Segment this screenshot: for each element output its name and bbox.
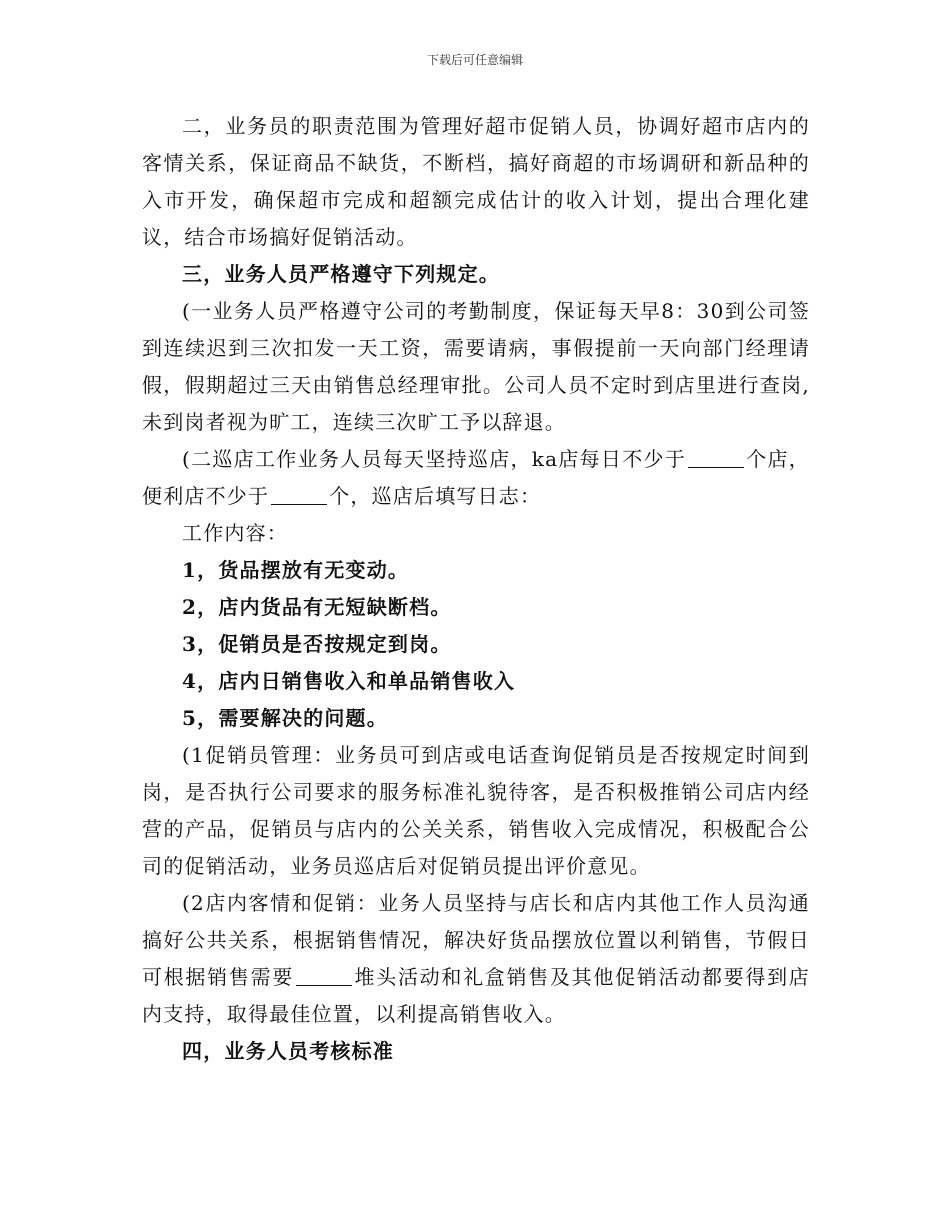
work-content-label: 工作内容：	[182, 521, 288, 545]
heading-assessment: 四，业务人员考核标准	[182, 1039, 394, 1063]
fill-blank-ka-store-count[interactable]	[688, 447, 744, 468]
store-relations-text-2: 堆头活动和礼盒销售及其他促销活动都要得到店内支持，取得最佳位置，以利提高销售收入。	[142, 965, 810, 1026]
store-patrol-text-3: 个，巡店后填写日志：	[329, 484, 542, 508]
list-item-2: 2，店内货品有无短缺断档。	[182, 595, 452, 619]
list-item-3: 3，促销员是否按规定到岗。	[182, 632, 452, 656]
fill-blank-convenience-store-count[interactable]	[271, 484, 327, 505]
document-body	[142, 108, 810, 1070]
store-patrol-text-2: 个店，便利店不少于	[142, 447, 810, 508]
paragraph-store-patrol	[142, 441, 810, 515]
list-item-4: 4，店内日销售收入和单品销售收入	[182, 669, 516, 693]
list-item-5: 5，需要解决的问题。	[182, 706, 388, 730]
paragraph-promoter-management: (1促销员管理：业务员可到店或电话查询促销员是否按规定时间到岗，是否执行公司要求的服务标准礼貌待客，是否积极推销公司店内经营的产品，促销员与店内的公关关系，销售收入完成情况，积极配合公司的促销活动，业务员巡店后对促销员提出评价意见。	[142, 743, 810, 878]
paragraph-store-relations	[142, 885, 810, 1033]
paragraph-duty-scope: 二，业务员的职责范围为管理好超市促销人员，协调好超市店内的客情关系，保证商品不缺货，不断档，搞好商超的市场调研和新品种的入市开发，确保超市完成和超额完成估计的收入计划，提出合理化建议，结合市场搞好促销活动。	[142, 114, 810, 249]
paragraph-attendance: (一业务人员严格遵守公司的考勤制度，保证每天早8：30到公司签到连续迟到三次扣发一天工资，需要请病，事假提前一天向部门经理请假，假期超过三天由销售总经理审批。公司人员不定时到店里进行查岗,未到岗者视为旷工，连续三次旷工予以辞退。	[142, 299, 810, 434]
heading-rules: 三，业务人员严格遵守下列规定。	[182, 262, 500, 286]
store-patrol-text-1: (二巡店工作业务人员每天坚持巡店，ka店每日不少于	[182, 447, 687, 471]
page-header-note: 下载后可任意编辑	[426, 53, 523, 67]
list-item-1: 1，货品摆放有无变动。	[182, 558, 410, 582]
fill-blank-holiday-activity[interactable]	[296, 965, 352, 986]
store-relations-text-1: (2店内客情和促销：业务人员坚持与店长和店内其他工作人员沟通搞好公共关系，根据销售情况，解决好货品摆放位置以利销售，节假日可根据销售需要	[142, 891, 810, 989]
